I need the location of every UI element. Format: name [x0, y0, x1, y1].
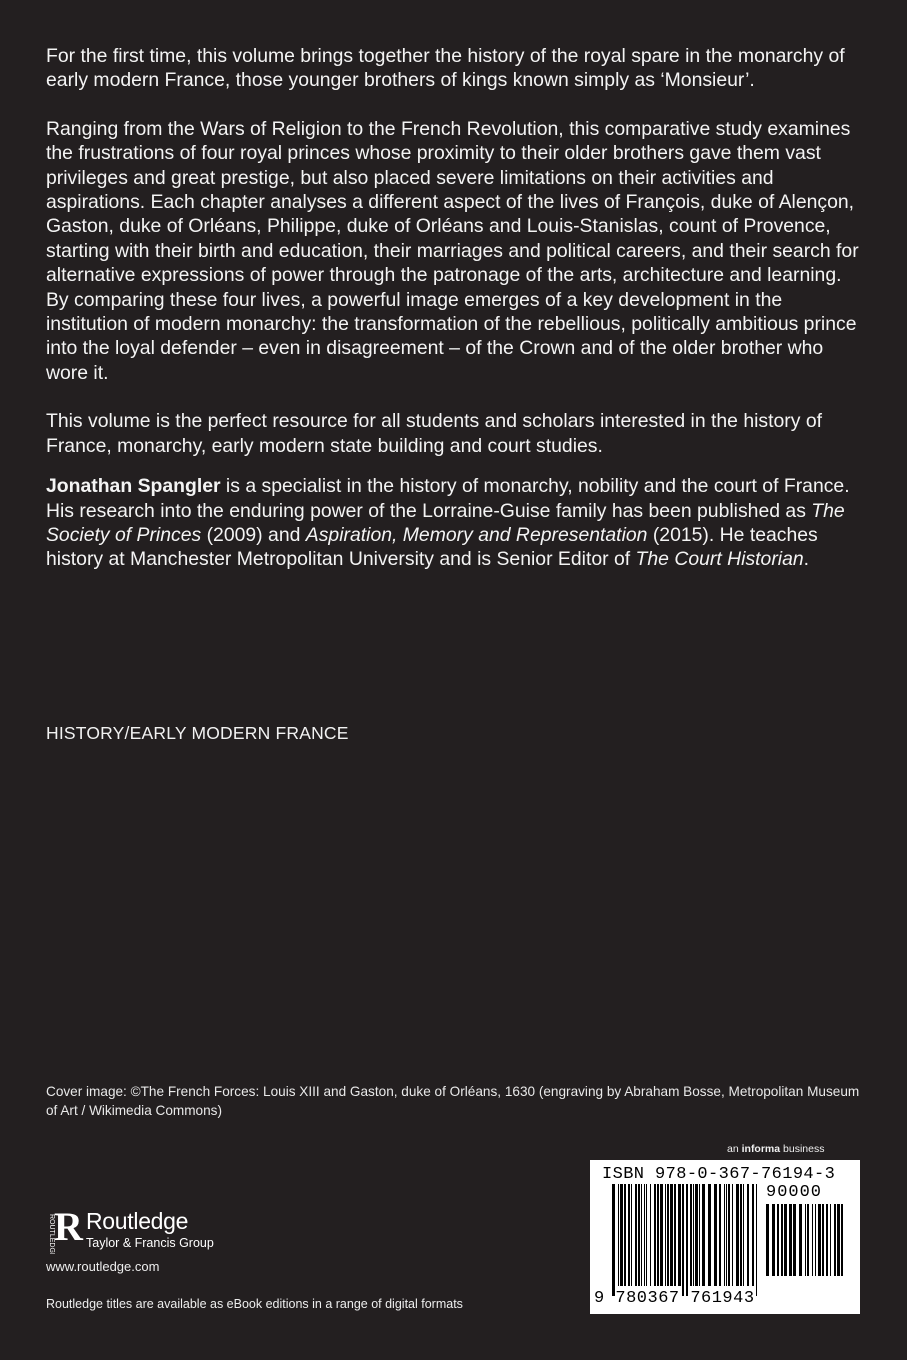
- publisher-name: Routledge: [86, 1208, 189, 1234]
- barcode-bar: [670, 1184, 673, 1286]
- cover-image-credit: Cover image: ©The French Forces: Louis XIII and Gaston, duke of Orléans, 1630 (engraving by Abraham Bosse, Metropolitan Museum of Art / Wikimedia Commons): [46, 1084, 860, 1118]
- barcode-bar: [657, 1184, 659, 1286]
- barcode-bar: [777, 1204, 779, 1276]
- publisher-logo: [44, 1204, 214, 1259]
- barcode-bar: [638, 1184, 640, 1286]
- blurb-paragraph-3: This volume is the perfect resource for all students and scholars interested in the history of France, monarchy, early modern state building and court studies.: [46, 410, 823, 457]
- barcode-bar: [702, 1184, 705, 1286]
- barcode-bar: [612, 1184, 615, 1296]
- barcode-bar: [812, 1204, 813, 1276]
- barcode-bar: [834, 1204, 836, 1276]
- barcode-bar: [674, 1184, 676, 1286]
- barcode-bar: [665, 1184, 666, 1286]
- bio-text-4: .: [803, 548, 810, 571]
- barcode-bar: [841, 1204, 843, 1276]
- barcode-bar: [618, 1184, 619, 1286]
- barcode-bar: [747, 1184, 749, 1286]
- barcode-bar: [740, 1184, 742, 1286]
- barcode-bar: [724, 1184, 725, 1286]
- barcode-bar: [686, 1184, 688, 1296]
- ebook-note: Routledge titles are available as eBook editions in a range of digital formats: [46, 1297, 463, 1311]
- author-name: Jonathan Spangler: [46, 475, 221, 498]
- informa-brand: informa: [741, 1143, 781, 1155]
- subject-category: HISTORY/EARLY MODERN FRANCE: [46, 723, 349, 743]
- book-title-1: The Society of Princes: [46, 499, 845, 546]
- barcode-bar: [693, 1184, 694, 1286]
- routledge-logo-icon: [44, 1204, 84, 1254]
- barcode-bar: [635, 1184, 637, 1286]
- barcode-bar: [781, 1204, 783, 1276]
- barcode-bar: [644, 1184, 645, 1286]
- barcode-bar: [624, 1184, 626, 1286]
- barcode-bar: [714, 1184, 717, 1286]
- barcode-bar: [807, 1204, 809, 1276]
- barcode-bar: [736, 1184, 739, 1286]
- barcode-bar: [805, 1204, 806, 1276]
- isbn-barcode: [590, 1160, 860, 1314]
- publisher-group: Taylor & Francis Group: [86, 1236, 214, 1250]
- bio-text-3: (2015). He teaches history at Manchester Metropolitan University and is Senior Editor of: [46, 523, 818, 571]
- price-code: 90000: [766, 1183, 823, 1202]
- barcode-bar: [678, 1184, 681, 1286]
- barcode-bar: [743, 1184, 744, 1286]
- barcode-bar: [628, 1184, 630, 1286]
- book-title-2: Aspiration, Memory and Representation: [305, 523, 648, 546]
- barcode-bar: [818, 1204, 821, 1276]
- barcode-bar: [719, 1184, 721, 1286]
- barcode-bar: [772, 1204, 775, 1276]
- barcode-bar: [726, 1184, 727, 1286]
- barcode-bar: [766, 1204, 769, 1276]
- addon-barcode-bars: [766, 1204, 844, 1286]
- barcode-bar: [650, 1184, 651, 1286]
- informa-prefix: an: [727, 1143, 742, 1155]
- barcode-bar: [752, 1184, 754, 1286]
- barcode-bar: [830, 1204, 831, 1276]
- barcode-bar: [708, 1184, 711, 1286]
- barcode-bar: [822, 1204, 824, 1276]
- barcode-bar: [793, 1204, 796, 1276]
- barcode-bar: [695, 1184, 698, 1286]
- barcode-bar: [789, 1204, 792, 1276]
- barcode-bar: [756, 1184, 757, 1296]
- journal-title: The Court Historian: [635, 548, 804, 571]
- bio-text-1: is a specialist in the history of monarchy, nobility and the court of France. His research into the enduring power of the Lorraine-Guise family has been published as: [46, 475, 850, 522]
- barcode-bar: [826, 1204, 828, 1276]
- logo-letter: R: [54, 1204, 83, 1249]
- barcode-bar: [667, 1184, 669, 1286]
- informa-suffix: business: [780, 1143, 825, 1155]
- blurb-paragraph-2: Ranging from the Wars of Religion to the French Revolution, this comparative study examines the frustrations of four royal princes whose proximity to their older brothers gave them vast privileges and great prestige, but also placed severe limitations on their activities and aspirations. Each chapter analyses a different aspect of the lives of François, duke of Alençon, Gaston, duke of Orléans, Philippe, duke of Orléans and Louis-Stanislas, count of Provence, starting with their birth and education, their marriages and political careers, and their search for alternative expressions of power through the patronage of the arts, architecture and learning. By comparing these four lives, a powerful image emerges of a key development in the institution of modern monarchy: the transformation of the rebellious, politically ambitious prince into the loyal defender – even in disagreement – of the Crown and of the older brother who wore it.: [46, 117, 859, 384]
- barcode-bar: [641, 1184, 642, 1286]
- logo-vertical-text: ROUTLEDGE: [48, 1214, 55, 1254]
- barcode-bar: [631, 1184, 632, 1286]
- blurb: [46, 44, 866, 596]
- informa-tagline: [727, 1143, 824, 1155]
- barcode-bar: [646, 1184, 647, 1286]
- ean-barcode-bars: [612, 1184, 760, 1296]
- barcode-bar: [728, 1184, 730, 1286]
- blurb-paragraph-1: For the first time, this volume brings together the history of the royal spare in the monarchy of early modern France, those younger brothers of kings known simply as ‘Monsieur’.: [46, 45, 845, 92]
- barcode-bar: [690, 1184, 692, 1286]
- publisher-website[interactable]: www.routledge.com: [46, 1259, 160, 1274]
- barcode-bar: [682, 1184, 684, 1296]
- author-bio: [46, 474, 866, 572]
- barcode-bar: [815, 1204, 816, 1276]
- isbn-label: ISBN 978-0-367-76194-3: [602, 1165, 836, 1184]
- barcode-bar: [620, 1184, 623, 1286]
- barcode-bar: [732, 1184, 733, 1286]
- barcode-bar: [784, 1204, 787, 1276]
- bio-text-2: (2009) and: [201, 523, 306, 546]
- barcode-bar: [654, 1184, 656, 1286]
- barcode-bar: [799, 1204, 802, 1276]
- barcode-bar: [837, 1204, 840, 1276]
- barcode-bar: [660, 1184, 663, 1286]
- barcode-digits: 9 780367 761943: [594, 1289, 755, 1308]
- barcode-bar: [699, 1184, 700, 1286]
